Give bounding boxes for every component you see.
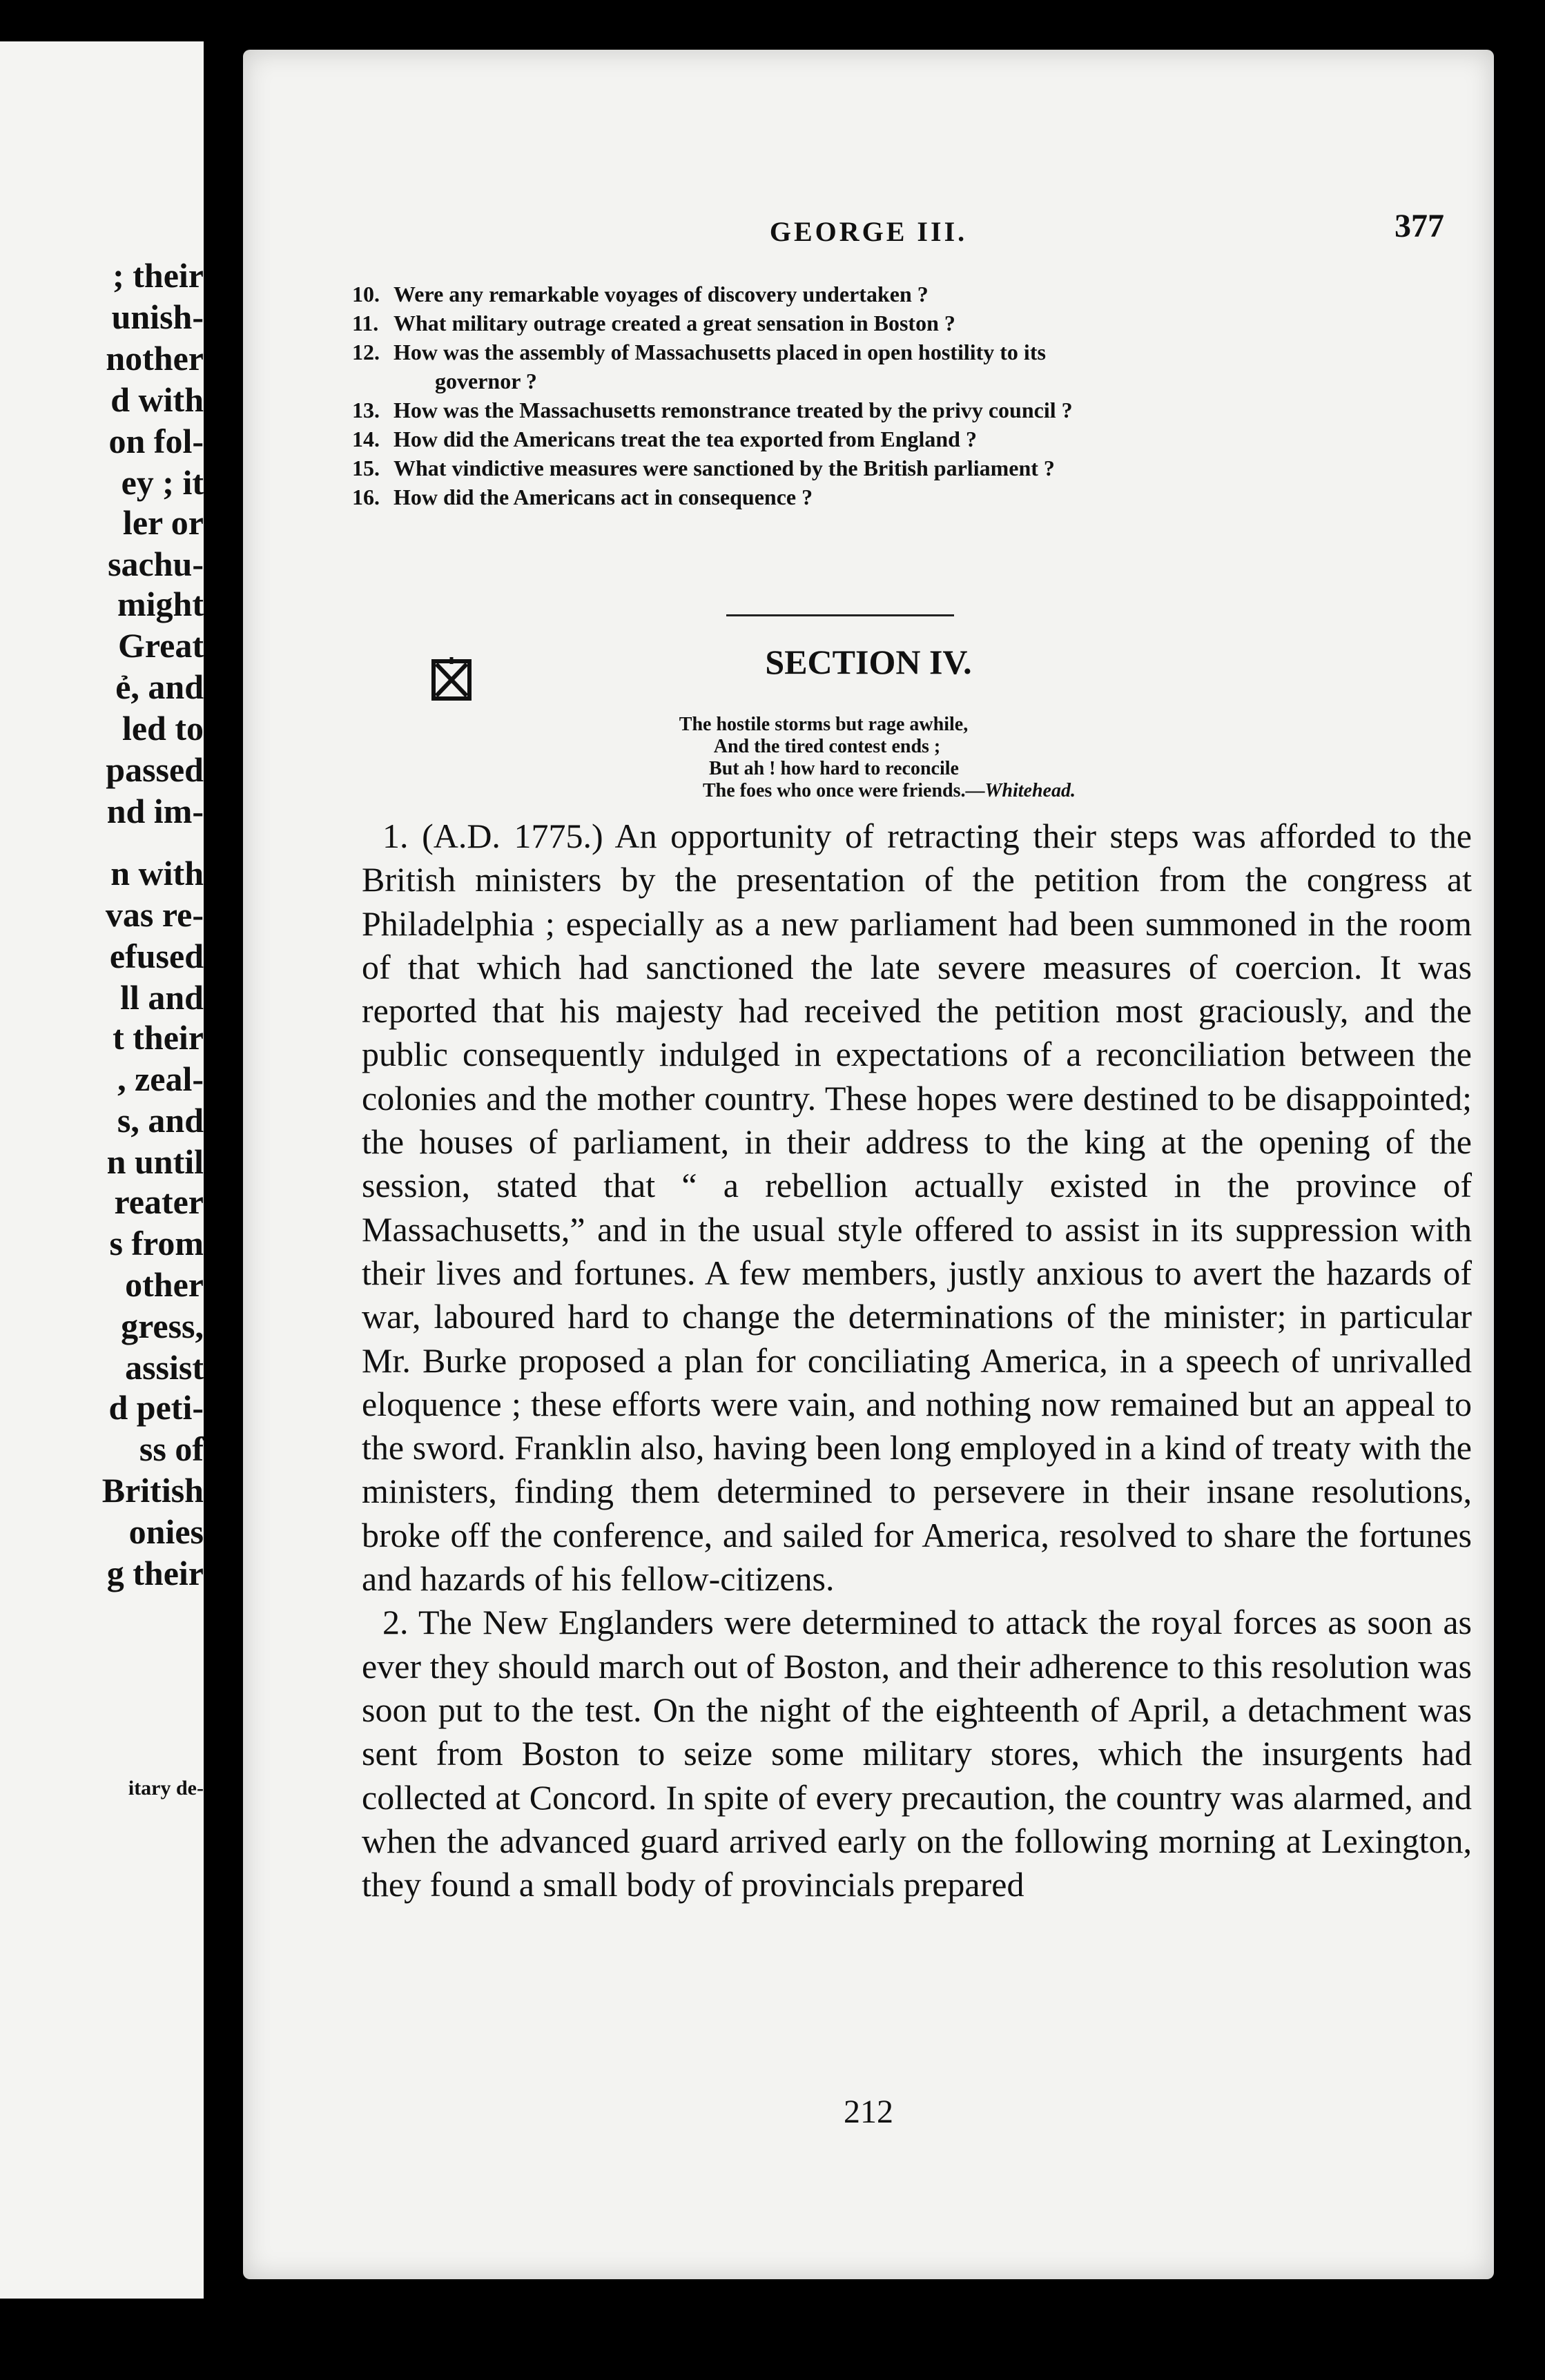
left-page-line: g their — [106, 1554, 204, 1592]
left-page-line: other — [125, 1265, 204, 1304]
question-number: 13. — [352, 398, 380, 422]
left-page-line: passed — [106, 750, 204, 789]
left-page-line: ss of — [139, 1430, 204, 1468]
left-page-line: nd im- — [106, 792, 204, 830]
left-page-line: s, and — [117, 1101, 204, 1140]
question-number: 12. — [352, 340, 380, 364]
epigraph-line-text: The foes who once were friends.— — [702, 780, 985, 801]
question-number: 16. — [352, 485, 380, 509]
left-page-line: on fol- — [108, 422, 204, 460]
question-number: 11. — [352, 311, 379, 335]
left-page-line: vas re- — [105, 895, 204, 934]
left-page-line: s from — [109, 1224, 204, 1262]
question-text: How did the Americans treat the tea exported from England ? — [393, 427, 977, 451]
body-text — [362, 815, 1472, 1906]
review-questions — [352, 280, 1443, 511]
left-page-line: itary de- — [128, 1777, 204, 1799]
section-divider — [726, 614, 954, 616]
question-text: How was the assembly of Massachusetts placed in open hostility to its — [393, 340, 1046, 364]
epigraph-attribution: Whitehead. — [984, 780, 1076, 801]
epigraph-line: But ah ! how hard to reconcile — [709, 758, 959, 779]
epigraph — [243, 714, 1494, 802]
left-page-line: n until — [106, 1142, 204, 1181]
right-page — [243, 50, 1494, 2279]
question-item — [352, 453, 1443, 482]
question-text: How was the Massachusetts remonstrance treated by the privy council ? — [393, 398, 1073, 422]
left-page-line: might — [117, 585, 204, 623]
left-page-line: assist — [125, 1348, 204, 1387]
section-title: SECTION IV. — [765, 643, 972, 681]
left-page-line: ; their — [113, 256, 204, 295]
left-page-line: British — [101, 1471, 204, 1510]
question-number: 10. — [352, 282, 380, 306]
paragraph-1: 1. (A.D. 1775.) An opportunity of retracting their steps was afforded to the British ministers by the presentation of the petition from the congress at Philadelphia ; especially as a new parliament had been summoned in the room of that which had sanctioned the late severe measures of coercion. It was reported that his majesty had received the petition most graciously, and the public consequently indulged in expectations of a reconciliation between the colonies and the mother country. These hopes were destined to be disappointed; the houses of parliament, in their address to the king at the opening of the session, stated that “ a rebellion actually existed in the province of Massachusetts,” and in the usual style offered to assist in its suppression with their lives and fortunes. A few members, justly anxious to avert the hazards of war, laboured hard to change the determinations of the minister; in particular Mr. Burke proposed a plan for conciliating America, in a speech of unrivalled eloquence ; these efforts were vain, and nothing now remained but an appeal to the sword. Franklin also, having been long employed in a kind of treaty with the ministers, finding them determined to persevere in their insane resolutions, broke off the conference, and sailed for America, resolved to share the fortunes and hazards of his fellow-citizens. — [362, 817, 1472, 1599]
left-page-line: led to — [122, 709, 204, 748]
left-page-line: n with — [110, 854, 204, 892]
question-item — [352, 309, 1443, 338]
question-number: 15. — [352, 456, 380, 480]
left-page-line: nother — [106, 339, 204, 378]
left-page-line: Great — [117, 626, 204, 665]
left-page-line: , zeal- — [117, 1060, 204, 1098]
left-page-line: sachu- — [108, 545, 204, 583]
signature-mark: 212 — [844, 2094, 893, 2130]
book-gutter — [204, 0, 245, 2380]
left-page-line: ler or — [122, 503, 204, 542]
paragraph-2: 2. The New Englanders were determined to attack the royal forces as soon as ever they should march out of Boston, and their adherence to this resolution was soon put to the test. On the night of the eighteenth of April, a detachment was sent from Boston to seize some military stores, which the insurgents had collected at Concord. In spite of every precaution, the country was alarmed, and when the advanced guard arrived early on the following morning at Lexington, they found a small body of provincials prepared — [362, 1603, 1472, 1904]
question-text: What military outrage created a great sensation in Boston ? — [393, 311, 955, 335]
epigraph-line: The hostile storms but rage awhile, — [679, 714, 969, 735]
left-page-line: gress, — [121, 1307, 204, 1345]
left-page-line: efused — [109, 937, 204, 975]
left-page-line: onies — [128, 1512, 204, 1551]
question-item — [352, 338, 1443, 367]
left-page-line: reater — [114, 1182, 204, 1221]
left-page-line: ey ; it — [121, 463, 204, 502]
left-page-line: ẻ, and — [115, 667, 204, 706]
left-page-line: ll and — [120, 978, 204, 1017]
question-item — [352, 396, 1443, 425]
question-continuation: governor ? — [435, 369, 537, 393]
question-text: How did the Americans act in consequence ? — [393, 485, 813, 509]
question-item — [352, 280, 1443, 309]
left-page-line: t their — [113, 1018, 204, 1057]
left-page-line: unish- — [111, 298, 204, 336]
page-number: 377 — [1395, 208, 1444, 244]
running-head: GEORGE III. — [769, 216, 968, 247]
epigraph-line — [284, 780, 1494, 802]
left-page-line: d with — [110, 380, 204, 419]
question-text: What vindictive measures were sanctioned by the British parliament ? — [393, 456, 1055, 480]
question-text: Were any remarkable voyages of discovery undertaken ? — [393, 282, 929, 306]
question-number: 14. — [352, 427, 380, 451]
epigraph-line: And the tired contest ends ; — [713, 736, 941, 757]
left-page-line: d peti- — [108, 1388, 204, 1427]
question-item — [352, 482, 1443, 511]
question-item — [352, 425, 1443, 453]
left-page-fragment — [0, 41, 204, 2299]
